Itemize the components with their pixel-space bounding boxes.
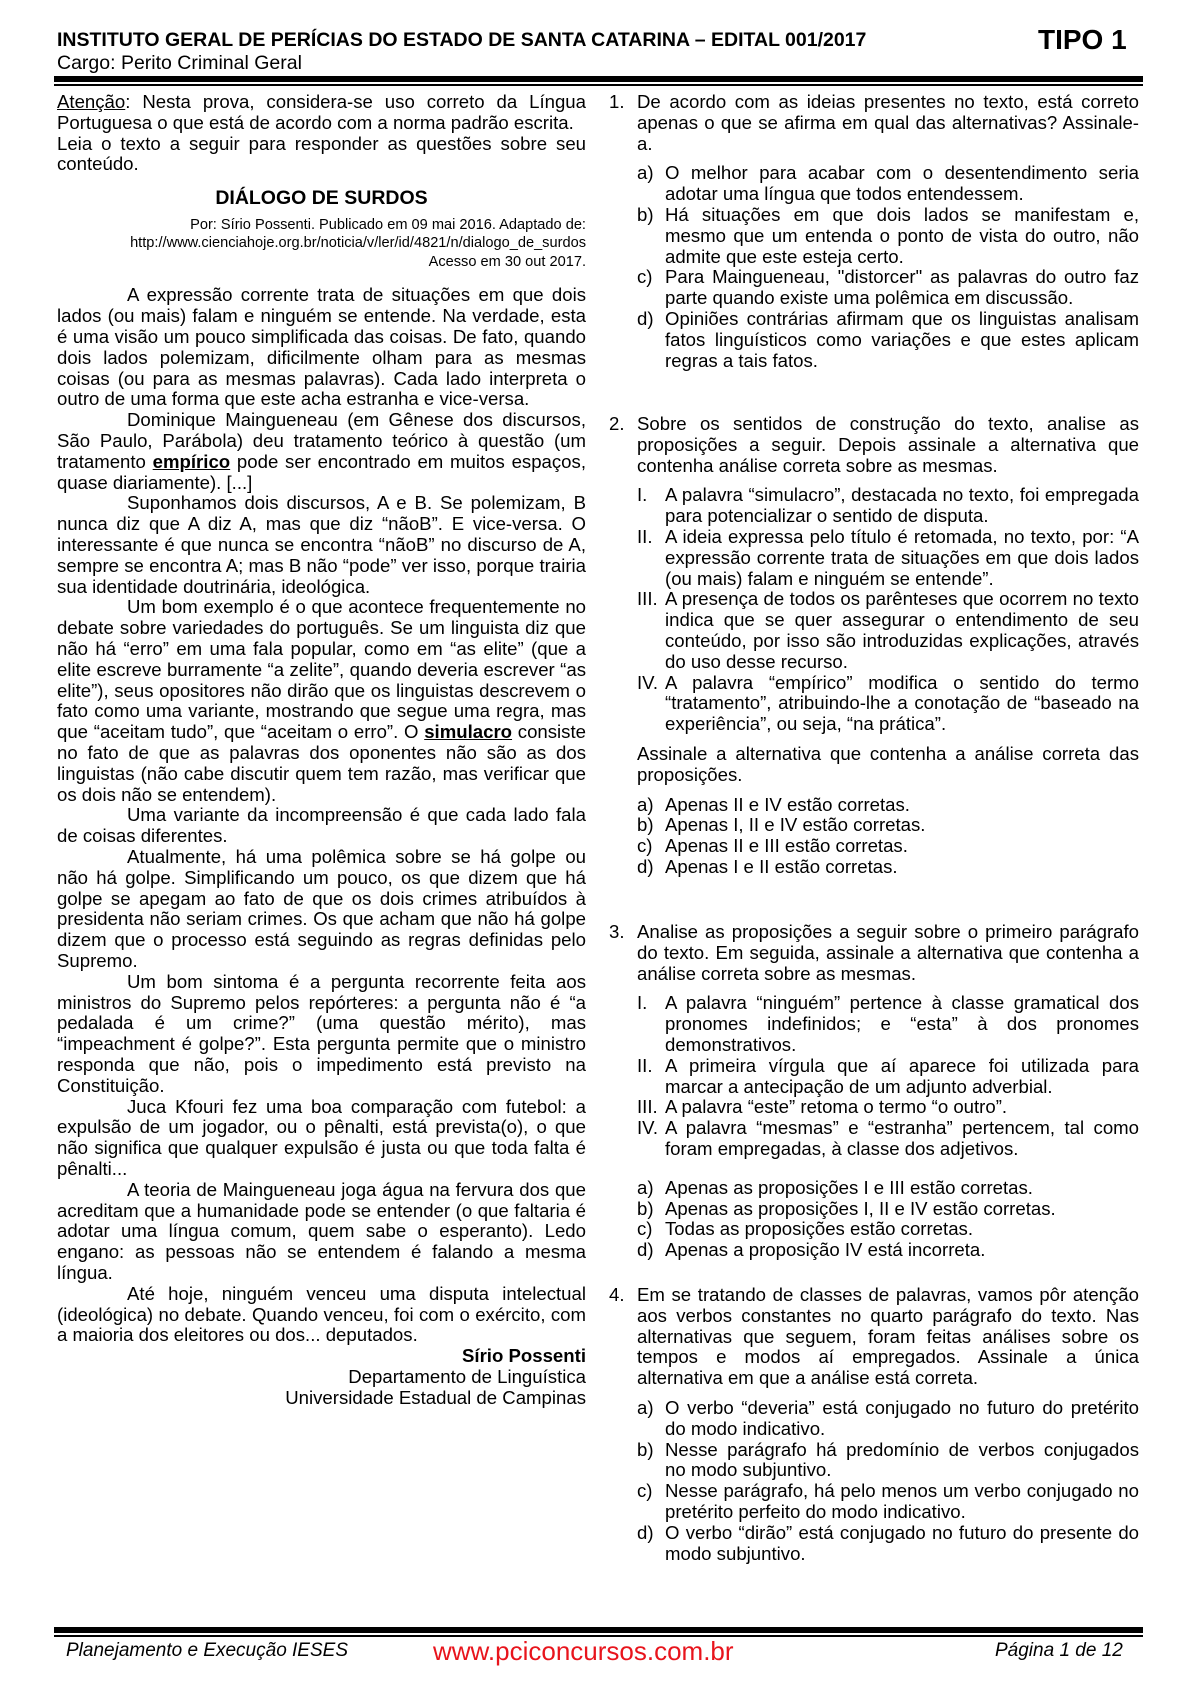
answer-option-b[interactable]: [637, 205, 1139, 267]
answer-option-b[interactable]: [637, 815, 1139, 836]
question-number: 1.: [609, 91, 625, 112]
option-text: Nesse parágrafo, há pelo menos um verbo conjugado no pretérito perfeito do modo indicativo.: [665, 1480, 1139, 1522]
statement-iii: [637, 1097, 1139, 1118]
option-text: Apenas as proposições I e III estão corretas.: [665, 1176, 1033, 1198]
statement-i: [637, 485, 1139, 527]
option-text: O verbo “deveria” está conjugado no futuro do pretérito do modo indicativo.: [665, 1396, 1139, 1439]
option-text: Apenas II e IV estão corretas.: [665, 793, 910, 815]
article-source: [57, 216, 586, 272]
text-segment: consiste no fato de que as palavras dos oponentes não são as dos linguistas (não cabe discutir quem tem razão, mas verificar que os dois não se entendem).: [57, 721, 586, 805]
header-divider-thick: [54, 76, 1143, 82]
source-line: Por: Sírio Possenti. Publicado em 09 mai 2016. Adaptado de:: [190, 216, 586, 233]
article-paragraph: Suponhamos dois discursos, A e B. Se polemizam, B nunca diz que A diz A, mas que diz “nãoB”. E vice-versa. O interessante é que nunca se encontra “nãoB” no discurso de A, sempre se encontra A; mas B não “pode” ver isso, porque trairia sua identidade doutrinária, ideológica.: [57, 492, 586, 597]
answer-option-c[interactable]: [637, 1219, 1139, 1240]
answer-option-a[interactable]: [637, 795, 1139, 816]
option-text: Apenas a proposição IV está incorreta.: [665, 1239, 986, 1261]
answer-option-b[interactable]: [637, 1199, 1139, 1220]
option-text: Há situações em que dois lados se manifestam e, mesmo que um entenda o ponto de vista do outro, não admite que este esteja certo.: [665, 203, 1139, 267]
option-label: a): [637, 162, 654, 184]
option-text: O melhor para acabar com o desentendimento seria adotar uma língua que todos entendessem.: [665, 162, 1139, 205]
author-name: Sírio Possenti: [462, 1345, 586, 1367]
option-label: c): [637, 1480, 653, 1502]
exam-type-label: TIPO 1: [1038, 24, 1127, 55]
statement-i: [637, 993, 1139, 1055]
statement-text: A palavra “simulacro”, destacada no texto, foi empregada para potencializar o sentido de disputa.: [665, 484, 1139, 527]
attention-text: : Nesta prova, considera-se uso correto da Língua Portuguesa o que está de acordo com a norma padrão escrita.: [57, 91, 586, 133]
option-label: d): [637, 855, 654, 877]
footer-website-link[interactable]: www.pciconcursos.com.br: [433, 1636, 734, 1666]
attention-note: [57, 92, 586, 134]
header-divider-thin: [54, 84, 1143, 86]
article-paragraph: Um bom sintoma é a pergunta recorrente feita aos ministros do Supremo pelos repórteres: a pergunta não é “a pedalada é um crime?” (uma questão mérito), mas “impeachment é golpe?”. Esta pergunta permite que o ministro responda que não, pois o impedimento está previsto na Constituição.: [57, 970, 586, 1096]
question-4: [609, 1285, 1139, 1564]
option-label: a): [637, 1396, 654, 1418]
option-text: Apenas I e II estão corretas.: [665, 855, 898, 877]
question-3: [609, 922, 1139, 1261]
answer-option-a[interactable]: [637, 1178, 1139, 1199]
option-text: Apenas II e III estão corretas.: [665, 835, 908, 857]
option-label: d): [637, 1521, 654, 1543]
statement-label: IV.: [637, 1117, 659, 1139]
option-label: b): [637, 814, 654, 836]
author-university: Universidade Estadual de Campinas: [285, 1386, 586, 1408]
option-label: c): [637, 266, 653, 288]
answer-option-a[interactable]: [637, 1398, 1139, 1440]
author-department: Departamento de Linguística: [348, 1365, 586, 1387]
article-paragraph: A expressão corrente trata de situações em que dois lados (ou mais) falam e ninguém se entende. Na verdade, esta é uma visão um pouco simplificada das coisas. De fato, quando dois lados polemizam, dificilmente olham para as mesmas coisas (ou para as mesmas palavras). Cada lado interpreta o outro de uma forma que este acha estranha e vice-versa.: [57, 284, 586, 410]
option-label: b): [637, 1197, 654, 1219]
option-label: a): [637, 793, 654, 815]
article-paragraph: Atualmente, há uma polêmica sobre se há golpe ou não há golpe. Simplificando um pouco, os que dizem que há golpe se apegam ao fato de que os dois crimes atribuídos à presidenta não seriam crimes. Os que acham que não há golpe dizem que o processo está seguindo as regras definidas pelo Supremo.: [57, 846, 586, 971]
statement-text: A primeira vírgula que aí aparece foi utilizada para marcar a antecipação de um adjunto adverbial.: [665, 1054, 1139, 1097]
question-stem: Sobre os sentidos de construção do texto, analise as proposições a seguir. Depois assinale a alternativa que contenha análise correta sobre as mesmas.: [637, 413, 1139, 476]
answer-option-d[interactable]: [637, 857, 1139, 878]
statement-ii: [637, 1056, 1139, 1098]
article-paragraph: Uma variante da incompreensão é que cada lado fala de coisas diferentes.: [57, 804, 586, 847]
answer-option-d[interactable]: [637, 1240, 1139, 1261]
question-stem: Analise as proposições a seguir sobre o primeiro parágrafo do texto. Em seguida, assinale a alternativa que contenha a análise correta sobre as mesmas.: [637, 921, 1139, 984]
question-followup: Assinale a alternativa que contenha a análise correta das proposições.: [637, 742, 1139, 785]
statement-iv: [637, 1118, 1139, 1160]
statement-label: III.: [637, 1096, 658, 1118]
option-text: Apenas I, II e IV estão corretas.: [665, 814, 926, 836]
statement-label: II.: [637, 525, 653, 547]
author-signature: [57, 1346, 586, 1408]
statement-text: A palavra “este” retoma o termo “o outro”.: [665, 1096, 1008, 1118]
highlighted-word: simulacro: [424, 721, 513, 743]
answer-option-d[interactable]: [637, 1523, 1139, 1565]
article-paragraph: [57, 410, 586, 493]
statement-text: A palavra “empírico” modifica o sentido do termo “tratamento”, atribuindo-lhe a conotação de “baseado na experiência”, ou seja, “na prática”.: [665, 671, 1139, 735]
statement-text: A presença de todos os parênteses que ocorrem no texto indica que se quer assegurar o entendimento de seu conteúdo, por isso são introduzidas explicações, através do uso desse recurso.: [665, 588, 1139, 672]
statement-iii: [637, 589, 1139, 672]
statement-text: A palavra “mesmas” e “estranha” pertencem, tal como foram empregadas, à classe dos adjetivos.: [665, 1117, 1139, 1159]
question-number: 4.: [609, 1284, 625, 1305]
exam-position: Cargo: Perito Criminal Geral: [57, 52, 302, 74]
footer-divider-thick: [54, 1627, 1143, 1633]
article-paragraph: A teoria de Maingueneau joga água na fervura dos que acreditam que a humanidade pode se entender (o que faltaria é adotar uma língua comum, quem sabe o esperanto). Ledo engano: as pessoas não se entendem é falando a mesma língua.: [57, 1178, 586, 1283]
option-label: c): [637, 1218, 653, 1240]
statement-label: I.: [637, 484, 648, 506]
text-segment: pode ser encontrado em muitos espaços, quase diariamente). [...]: [57, 450, 586, 493]
option-label: d): [637, 307, 654, 329]
statement-label: II.: [637, 1054, 653, 1076]
answer-option-c[interactable]: [637, 1481, 1139, 1523]
answer-option-c[interactable]: [637, 267, 1139, 309]
question-number: 3.: [609, 921, 625, 942]
option-text: Opiniões contrárias afirmam que os linguistas analisam fatos linguísticos como variações e que estes aplicam regras a tais fatos.: [665, 307, 1139, 371]
option-text: Nesse parágrafo há predomínio de verbos conjugados no modo subjuntivo.: [665, 1438, 1139, 1481]
option-label: a): [637, 1176, 654, 1198]
attention-label: Atenção: [57, 91, 126, 112]
footer-organizer: Planejamento e Execução IESES: [66, 1640, 349, 1661]
article-title: DIÁLOGO DE SURDOS: [215, 187, 428, 210]
option-label: d): [637, 1239, 654, 1261]
answer-option-d[interactable]: [637, 309, 1139, 371]
option-label: c): [637, 835, 653, 857]
option-text: Apenas as proposições I, II e IV estão corretas.: [665, 1197, 1056, 1219]
text-segment: Dominique Maingueneau (em Gênese dos discursos, São Paulo, Parábola) deu tratamento teórico à questão (um tratamento: [57, 409, 586, 472]
question-number: 2.: [609, 413, 625, 434]
option-label: b): [637, 203, 654, 225]
option-text: Para Maingueneau, "distorcer" as palavras do outro faz parte quando existe uma polêmica em discussão.: [665, 266, 1139, 309]
option-label: b): [637, 1438, 654, 1460]
article-paragraph: Até hoje, ninguém venceu uma disputa intelectual (ideológica) no debate. Quando venceu, foi com o exército, com a maioria dos eleitores ou dos... deputados.: [57, 1282, 586, 1346]
source-access-date: Acesso em 30 out 2017.: [428, 253, 586, 270]
text-segment: Um bom exemplo é o que acontece frequentemente no debate sobre variedades do português. Se um linguista diz que não há “erro” em uma fala popular, como em “as elite” (que a elite escreve burramente “a zelite”, quando deveria escrever “as elite”), seus opositores não dirão que os linguistas descrevem o fato como uma variante, mostrando que segue uma regra, mas que “aceitam tudo”, que “aceitam o erro”. O: [57, 596, 586, 743]
statement-text: A ideia expressa pelo título é retomada, no texto, por: “A expressão corrente trata de situações em que dois lados (ou mais) falam e ninguém se entende”.: [665, 525, 1139, 589]
article-paragraph: [57, 597, 586, 805]
highlighted-word: empírico: [152, 450, 231, 472]
statement-text: A palavra “ninguém” pertence à classe gramatical dos pronomes indefinidos; e “esta” à dos pronomes demonstrativos.: [665, 992, 1139, 1055]
answer-option-a[interactable]: [637, 163, 1139, 205]
question-stem: De acordo com as ideias presentes no texto, está correto apenas o que se afirma em qual das alternativas? Assinale-a.: [637, 91, 1139, 154]
exam-institution-title: INSTITUTO GERAL DE PERÍCIAS DO ESTADO DE SANTA CATARINA – EDITAL 001/2017: [57, 29, 867, 51]
article-paragraph: Juca Kfouri fez uma boa comparação com futebol: a expulsão de um jogador, ou o pênalti, está prevista(o), o que não significa que qualquer expulsão é justa ou que toda falta é pênalti...: [57, 1095, 586, 1179]
statement-ii: [637, 527, 1139, 589]
option-text: Todas as proposições estão corretas.: [665, 1218, 973, 1240]
question-1: [609, 92, 1139, 371]
question-2: [609, 414, 1139, 878]
page-number: Página 1 de 12: [995, 1640, 1123, 1661]
statement-label: III.: [637, 588, 658, 610]
option-text: O verbo “dirão” está conjugado no futuro do presente do modo subjuntivo.: [665, 1521, 1139, 1564]
answer-option-c[interactable]: [637, 836, 1139, 857]
answer-option-b[interactable]: [637, 1440, 1139, 1482]
statement-iv: [637, 673, 1139, 735]
reading-text-column: [57, 92, 586, 1409]
statement-label: I.: [637, 992, 648, 1014]
instruction: Leia o texto a seguir para responder as questões sobre seu conteúdo.: [57, 132, 586, 175]
source-url: http://www.cienciahoje.org.br/noticia/v/ler/id/4821/n/dialogo_de_surdos: [130, 235, 586, 252]
statement-label: IV.: [637, 671, 659, 693]
question-stem: Em se tratando de classes de palavras, vamos pôr atenção aos verbos constantes no quarto parágrafo do texto. Nas alternativas que seguem, foram feitas análises sobre os tempos e modos aí empregados. Assinale a única alternativa em que a análise está correta.: [637, 1284, 1139, 1389]
